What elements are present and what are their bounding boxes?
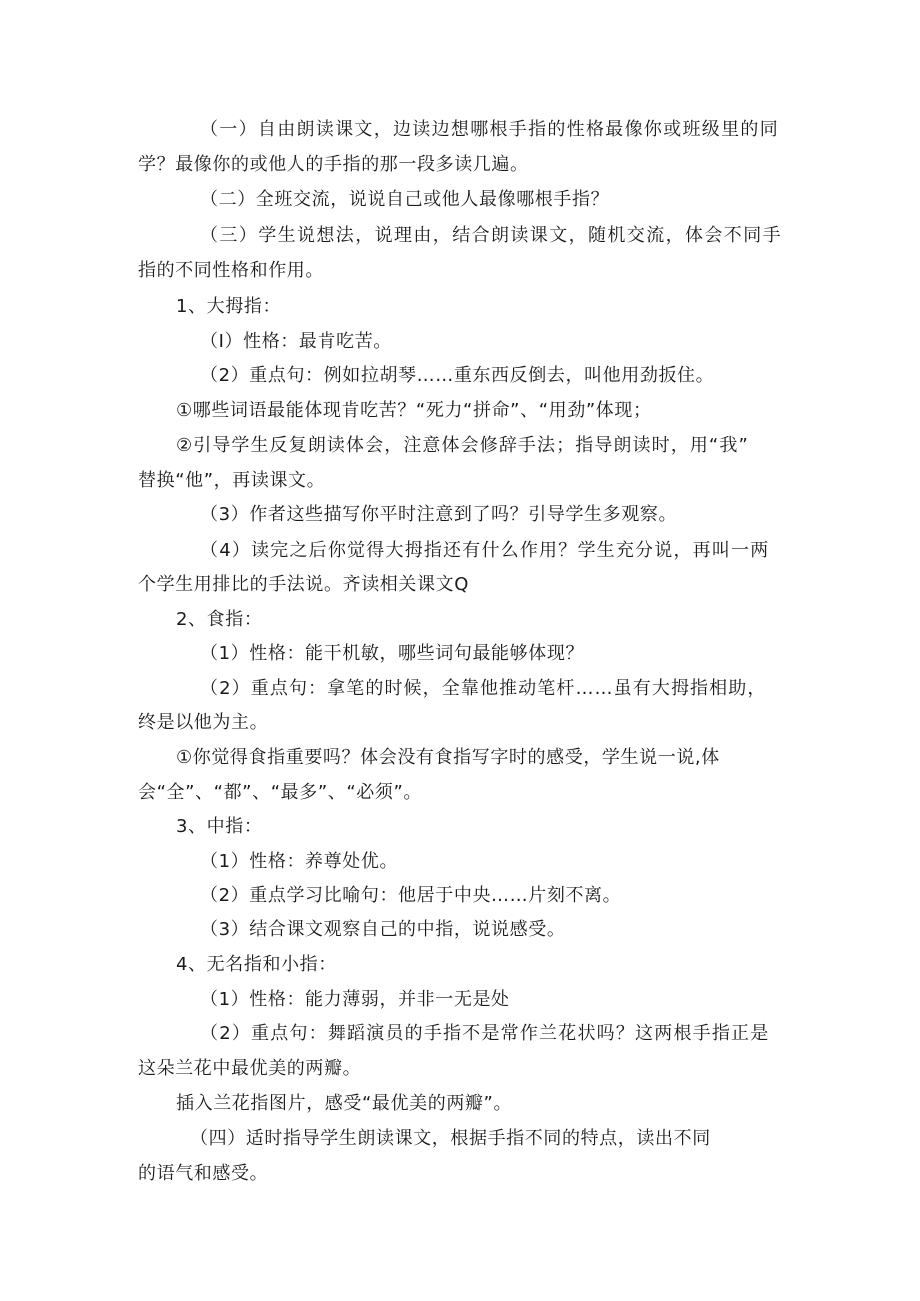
text-line: 学？最像你的或他人的手指的那一段多读几遍。 — [138, 154, 529, 175]
text-line: （2）重点句：例如拉胡琴……重东西反倒去，叫他用劲扳住。 — [200, 365, 715, 386]
text-line: 会“全”、“都”、“最多”、“必须”。 — [138, 782, 423, 803]
text-line: （1）性格：能干机敏，哪些词句最能够体现？ — [200, 643, 585, 664]
section-heading: 4、无名指和小指： — [176, 954, 337, 975]
text-line: （一）自由朗读课文，边读边想哪根手指的性格最像你或班级里的同 — [200, 119, 779, 140]
text-line: （2）重点学习比喻句：他居于中央……片刻不离。 — [200, 885, 622, 906]
text-line: 终是以他为主。 — [138, 712, 269, 733]
text-line: 指的不同性格和作用。 — [138, 260, 324, 281]
text-line: 插入兰花指图片，感受“最优美的两瓣”。 — [176, 1093, 513, 1114]
text-line: （3）结合课文观察自己的中指，说说感受。 — [200, 919, 566, 940]
section-heading: 1、大拇指： — [176, 296, 282, 317]
text-line: （2）重点句：舞蹈演员的手指不是常作兰花状吗？这两根手指正是 — [200, 1023, 770, 1044]
text-line: 这朵兰花中最优美的两瓣。 — [138, 1058, 362, 1079]
text-line: ①你觉得食指重要吗？体会没有食指写字时的感受，学生说一说,体 — [176, 747, 720, 768]
text-line: （I）性格：最肯吃苦。 — [200, 331, 392, 352]
text-line: （4）读完之后你觉得大拇指还有什么作用？学生充分说，再叫一两 — [200, 540, 770, 561]
text-line: （2）重点句：拿笔的时候，全靠他推动笔杆……虽有大拇指相助， — [200, 678, 767, 699]
text-line: （二）全班交流，说说自己或他人最像哪根手指？ — [200, 189, 610, 210]
text-line: ②引导学生反复朗读体会，注意体会修辞手法；指导朗读时，用“我” — [176, 435, 749, 456]
section-heading: 2、食指： — [176, 609, 263, 630]
text-line: 的语气和感受。 — [138, 1163, 269, 1184]
text-line: （1）性格：能力薄弱，并非一无是处 — [200, 989, 510, 1010]
text-line: 替换“他”，再读课文。 — [138, 470, 326, 491]
text-line: （1）性格：养尊处优。 — [200, 851, 399, 872]
text-line: （四）适时指导学生朗读课文，根据手指不同的特点，读出不同 — [190, 1128, 711, 1149]
text-line: 个学生用排比的手法说。齐读相关课文Q — [138, 574, 469, 595]
section-heading: 3、中指： — [176, 816, 263, 837]
text-line: （三）学生说想法，说理由，结合朗读课文，随机交流，体会不同手 — [200, 225, 782, 246]
text-line: （3）作者这些描写你平时注意到了吗？引导学生多观察。 — [200, 504, 678, 525]
text-line: ①哪些词语最能体现肯吃苦？“死力“拼命”、“用劲”体现； — [176, 400, 652, 421]
